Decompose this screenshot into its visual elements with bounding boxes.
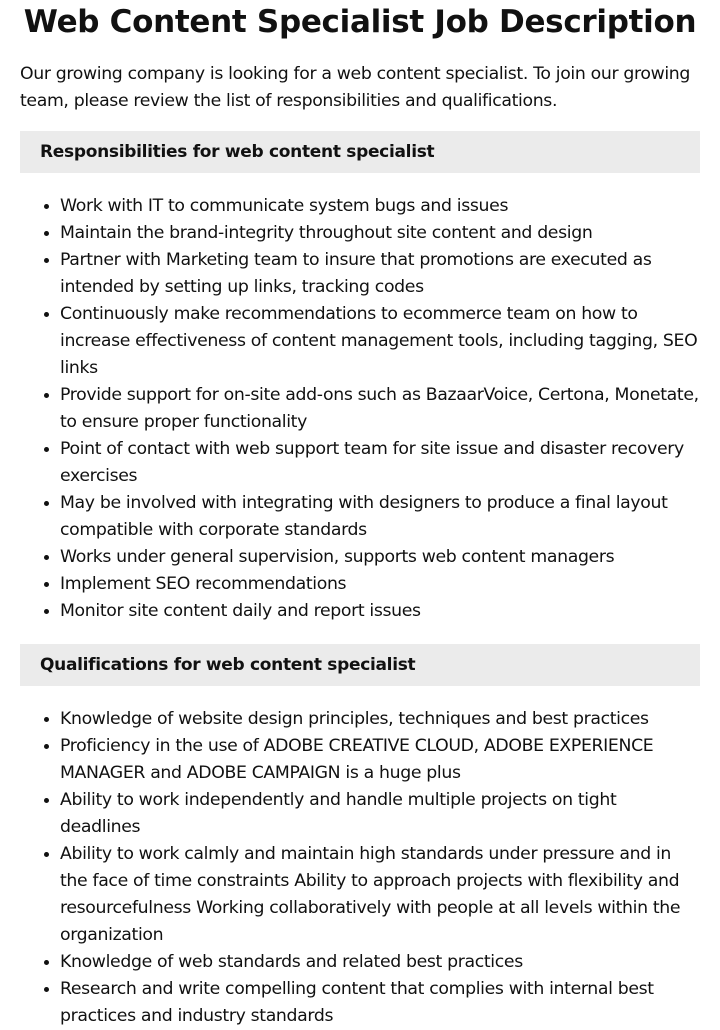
list-item: • Knowledge of web standards and related best practices xyxy=(60,949,700,976)
list-item: • May be involved with integrating with designers to produce a final layout compatible with corporate standards xyxy=(60,490,700,544)
list-item: • Point of contact with web support team for site issue and disaster recovery exercises xyxy=(60,436,700,490)
list-item: • Provide support for on-site add-ons such as BazaarVoice, Certona, Monetate, to ensure proper functionality xyxy=(60,382,700,436)
intro-paragraph: Our growing company is looking for a web content specialist. To join our growing team, please review the list of responsibilities and qualifications. xyxy=(20,64,691,111)
list-item: • Ability to work independently and handle multiple projects on tight deadlines xyxy=(60,787,700,841)
list-item: • Maintain the brand-integrity throughout site content and design xyxy=(60,220,700,247)
qualifications-list xyxy=(20,706,700,1030)
list-item: • Implement SEO recommendations xyxy=(60,571,700,598)
qualifications-heading: Qualifications for web content specialist xyxy=(20,644,700,686)
list-item: • Work with IT to communicate system bugs and issues xyxy=(60,193,700,220)
responsibilities-list xyxy=(20,193,700,625)
list-item: • Continuously make recommendations to ecommerce team on how to increase effectiveness of content management tools, including tagging, SEO links xyxy=(60,301,700,382)
list-item: • Ability to work calmly and maintain high standards under pressure and in the face of time constraints Ability to approach projects with flexibility and resourcefulness Working collaboratively with people at all levels within the organization xyxy=(60,841,700,949)
list-item: • Works under general supervision, supports web content managers xyxy=(60,544,700,571)
list-item: • Knowledge of website design principles, techniques and best practices xyxy=(60,706,700,733)
list-item: • Monitor site content daily and report issues xyxy=(60,598,700,625)
responsibilities-heading: Responsibilities for web content specialist xyxy=(20,131,700,173)
list-item: • Partner with Marketing team to insure that promotions are executed as intended by setting up links, tracking codes xyxy=(60,247,700,301)
list-item: • Proficiency in the use of ADOBE CREATIVE CLOUD, ADOBE EXPERIENCE MANAGER and ADOBE CAMPAIGN is a huge plus xyxy=(60,733,700,787)
list-item: • Research and write compelling content that complies with internal best practices and industry standards xyxy=(60,976,700,1030)
page-title: Web Content Specialist Job Description xyxy=(23,4,697,40)
